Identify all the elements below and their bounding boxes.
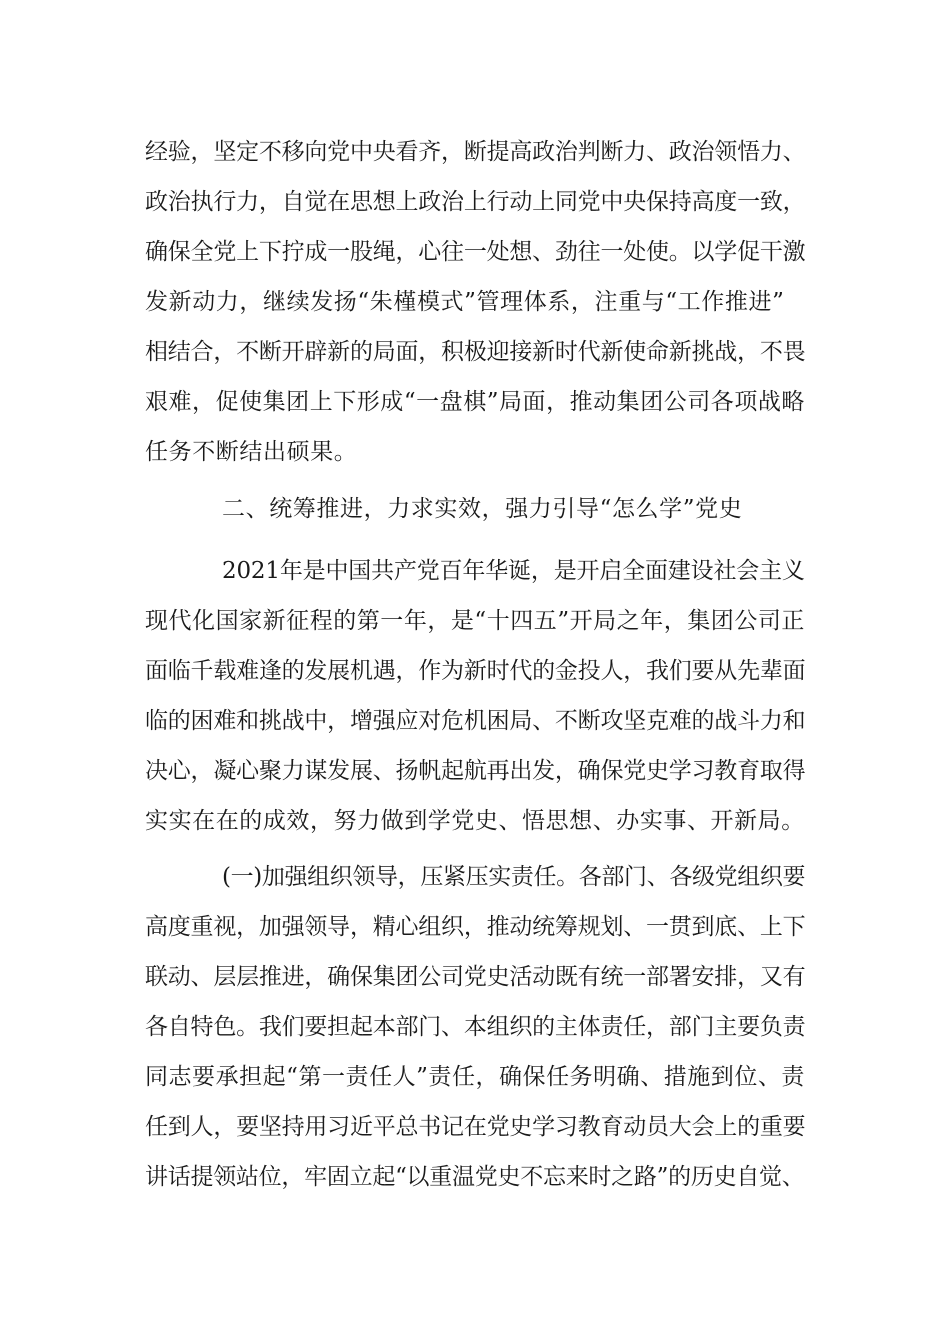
- paragraph-line: 决心，凝心聚力谋发展、扬帆起航再出发，确保党史学习教育取得: [145, 758, 806, 784]
- paragraph-line: 经验，坚定不移向党中央看齐，断提高政治判断力、政治领悟力、: [145, 139, 806, 165]
- paragraph-line: 艰难，促使集团上下形成“一盘棋”局面，推动集团公司各项战略: [145, 389, 805, 415]
- paragraph-line: 政治执行力，自觉在思想上政治上行动上同党中央保持高度一致，: [145, 189, 806, 215]
- paragraph-line: 面临千载难逢的发展机遇，作为新时代的金投人，我们要从先辈面: [145, 658, 806, 684]
- paragraph-line: 任到人，要坚持用习近平总书记在党史学习教育动员大会上的重要: [145, 1114, 806, 1140]
- paragraph-line: 相结合，不断开辟新的局面，积极迎接新时代新使命新挑战，不畏: [145, 339, 806, 365]
- paragraph-line: 发新动力，继续发扬“朱槿模式”管理体系，注重与“工作推进”: [145, 289, 785, 315]
- paragraph-line: 同志要承担起“第一责任人”责任，确保任务明确、措施到位、责: [145, 1064, 805, 1090]
- paragraph-line: 任务不断结出硕果。: [145, 439, 358, 465]
- paragraph-line: 实实在在的成效，努力做到学党史、悟思想、办实事、开新局。: [145, 808, 805, 834]
- paragraph-line: 临的困难和挑战中，增强应对危机困局、不断攻坚克难的战斗力和: [145, 708, 806, 734]
- paragraph-line: 联动、层层推进，确保集团公司党史活动既有统一部署安排，又有: [145, 964, 806, 990]
- paragraph-line: 2021年是中国共产党百年华诞，是开启全面建设社会主义: [222, 558, 805, 584]
- paragraph-line: 现代化国家新征程的第一年，是“十四五”开局之年，集团公司正: [145, 608, 805, 634]
- paragraph-line: 讲话提领站位，牢固立起“以重温党史不忘来时之路”的历史自觉、: [145, 1164, 805, 1190]
- paragraph-line: (一)加强组织领导，压紧压实责任。各部门、各级党组织要: [222, 864, 806, 890]
- paragraph-line: 各自特色。我们要担起本部门、本组织的主体责任，部门主要负责: [145, 1014, 806, 1040]
- paragraph-line: 高度重视，加强领导，精心组织，推动统筹规划、一贯到底、上下: [145, 914, 806, 940]
- paragraph-line: 确保全党上下拧成一股绳，心往一处想、劲往一处使。以学促干激: [145, 239, 806, 265]
- section-heading: 二、统筹推进，力求实效，强力引导“怎么学”党史: [222, 496, 743, 522]
